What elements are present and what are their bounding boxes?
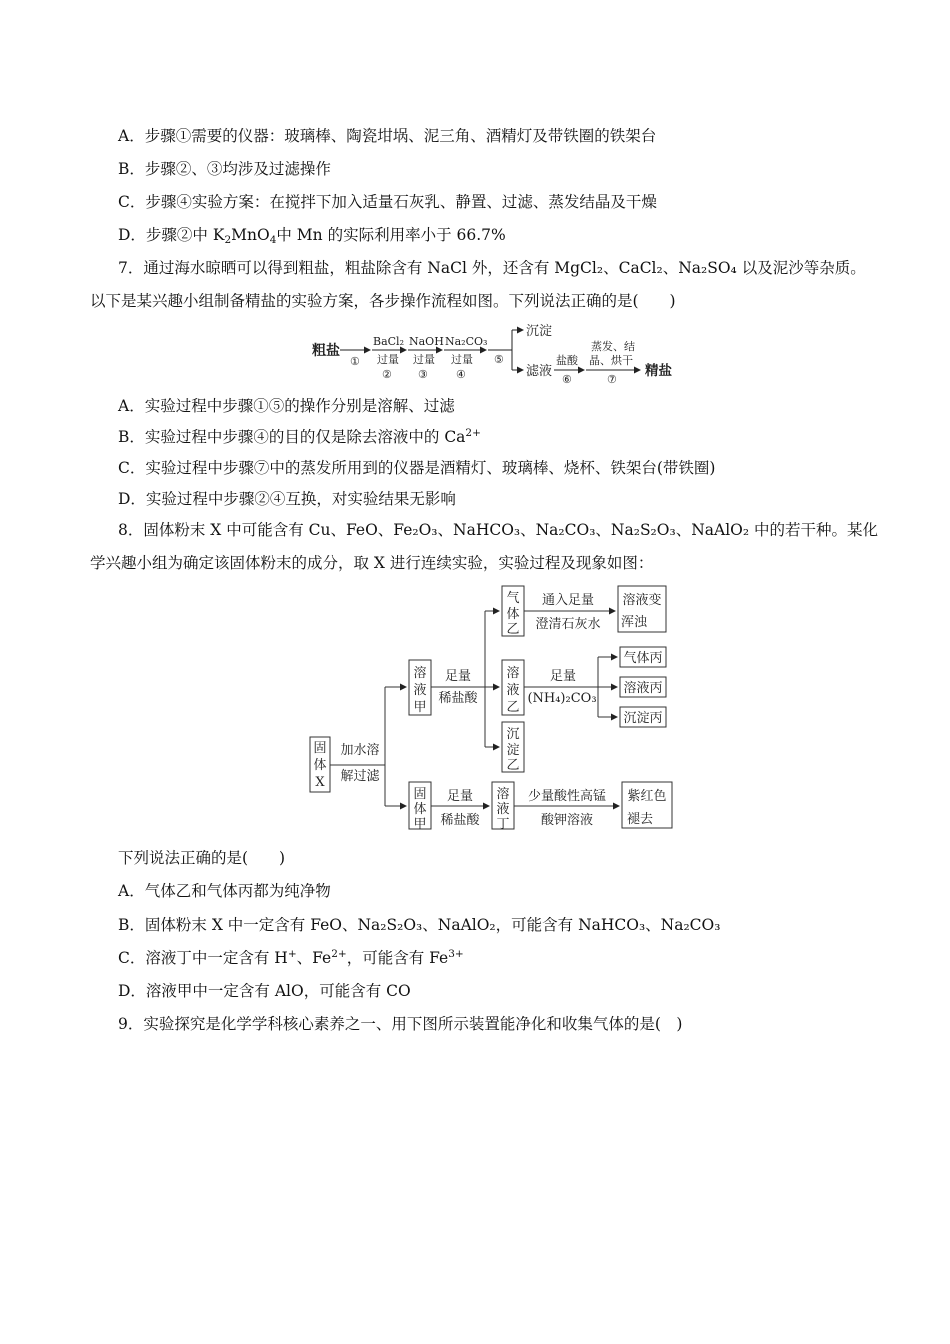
q7-stem-line1: 7．通过海水晾晒可以得到粗盐，粗盐除含有 NaCl 外，还含有 MgCl₂、CaCl₂、Na₂SO₄ 以及泥沙等杂质。: [118, 259, 866, 277]
nh4-line1: 足量: [549, 669, 577, 684]
gas-b-char3: 乙: [506, 622, 520, 637]
lime-line2: 澄清石灰水: [535, 617, 601, 632]
flow7-evap-line1: 蒸发、结: [591, 340, 635, 353]
box-solution-d: [492, 782, 514, 829]
q9-stem: 9．实验探究是化学学科核心素养之一、用下图所示装置能净化和收集气体的是( ): [118, 1015, 683, 1033]
q6-option-d: [118, 224, 506, 246]
gas-c: 气体丙: [623, 651, 663, 666]
flow7-acid: 盐酸: [556, 354, 578, 367]
q7-option-a: A．实验过程中步骤①⑤的操作分别是溶解、过滤: [118, 397, 455, 415]
flow7-evap-line2: 晶、烘干: [589, 354, 633, 367]
q8-option-c-text: C．溶液丁中一定含有 H: [118, 949, 288, 967]
superscript: +: [287, 948, 297, 960]
lime-line1: 通入足量: [541, 593, 595, 608]
hcl-a-line1: 足量: [444, 669, 472, 684]
q7-option-d: D．实验过程中步骤②④互换，对实验结果无影响: [118, 490, 456, 508]
flow7-step3: ③: [418, 368, 428, 381]
q8-option-b: B．固体粉末 X 中一定含有 FeO、Na₂S₂O₃、NaAlO₂，可能含有 NaHCO₃、Na₂CO₃: [118, 916, 721, 934]
q6-option-d-text: MnO: [231, 226, 270, 244]
solid-x-char2: 体: [313, 758, 327, 773]
solid-x-char3: X: [315, 775, 325, 790]
flow7-product: 精盐: [645, 363, 672, 379]
box-solid-a: [409, 782, 431, 829]
q6-option-d-text: D．步骤②中 K: [118, 226, 225, 244]
q7-option-b-text: B．实验过程中步骤④的目的仅是除去溶液中的 Ca: [118, 428, 466, 446]
hcl-b-line2: 稀盐酸: [440, 813, 480, 828]
solution-a-char1: 溶: [413, 666, 427, 681]
q6-option-c: C．步骤④实验方案：在搅拌下加入适量石灰乳、静置、过滤、蒸发结晶及干燥: [118, 193, 657, 211]
turbid-line1: 溶液变: [622, 593, 662, 608]
q8-stem-line1: 8．固体粉末 X 中可能含有 Cu、FeO、Fe₂O₃、NaHCO₃、Na₂CO₃、Na₂S₂O₃、NaAlO₂ 中的若干种。某化: [118, 521, 878, 539]
box-turbid: [618, 586, 666, 632]
q6-option-b: B．步骤②、③均涉及过滤操作: [118, 160, 331, 178]
q8-stem-line2: 学兴趣小组为确定该固体粉末的成分，取 X 进行连续实验，实验过程及现象如图：: [90, 554, 654, 572]
superscript: 2+: [331, 948, 347, 960]
flow7-reagent-naoh: NaOH: [409, 335, 444, 348]
box-solution-c: [620, 677, 666, 697]
flow7-step5: ⑤: [494, 353, 504, 366]
box-solid-x: [310, 737, 330, 792]
flow7-reagent-bacl2: BaCl₂: [373, 335, 404, 348]
flow7-step7: ⑦: [607, 373, 617, 386]
solution-d-char1: 溶: [496, 787, 510, 802]
precipitate-b-char2: 淀: [506, 743, 520, 758]
gas-b-char2: 体: [506, 607, 520, 622]
q8-option-c-text: ，可能含有 Fe: [346, 949, 449, 967]
nh4-line2: (NH₄)₂CO₃: [527, 691, 597, 706]
superscript: 3+: [448, 948, 464, 960]
q8-option-a: A．气体乙和气体丙都为纯净物: [118, 882, 331, 900]
hcl-b-line1: 足量: [446, 789, 474, 804]
kmno4-line2: 酸钾溶液: [540, 813, 594, 828]
fade-line2: 褪去: [626, 812, 654, 827]
flow7-step2: ②: [382, 368, 392, 381]
box-precipitate-c: [620, 707, 666, 727]
flow7-excess-3: 过量: [413, 353, 435, 366]
q8-option-c: [118, 947, 464, 969]
dissolve-line2: 解过滤: [340, 769, 380, 784]
q8-question: 下列说法正确的是( ): [118, 849, 286, 867]
box-solution-b: [502, 660, 524, 715]
subscript: 2: [224, 234, 232, 246]
solid-a-char2: 体: [413, 802, 427, 817]
precipitate-b-char1: 沉: [506, 727, 520, 742]
solution-d-char2: 液: [496, 802, 510, 817]
q8-option-d: D．溶液甲中一定含有 AlO，可能含有 CO: [118, 982, 411, 1000]
solid-a-char3: 甲: [413, 817, 427, 832]
gas-b-char1: 气: [506, 591, 520, 606]
flow7-precipitate: 沉淀: [526, 324, 553, 339]
solution-b-char2: 液: [506, 683, 520, 698]
box-gas-c: [620, 647, 666, 667]
kmno4-line1: 少量酸性高锰: [527, 789, 607, 804]
solution-d-char3: 丁: [496, 817, 510, 832]
flow7-step4: ④: [456, 368, 466, 381]
subscript: 4: [269, 234, 277, 246]
q6-option-d-text: 中 Mn 的实际利用率小于 66.7%: [276, 226, 506, 244]
flow7-excess-4: 过量: [451, 353, 473, 366]
q7-option-b: [118, 426, 481, 448]
solution-c: 溶液丙: [623, 681, 663, 696]
flow7-excess-2: 过量: [377, 353, 399, 366]
box-gas-b: [502, 586, 524, 636]
dissolve-line1: 加水溶: [340, 743, 380, 758]
fade-line1: 紫红色: [627, 789, 667, 804]
flow7-reagent-na2co3: Na₂CO₃: [445, 335, 488, 348]
hcl-a-line2: 稀盐酸: [438, 691, 478, 706]
solid-x-char1: 固: [313, 741, 327, 756]
solution-b-char3: 乙: [506, 700, 520, 715]
solution-a-char2: 液: [413, 683, 427, 698]
flow7-filtrate: 滤液: [526, 364, 553, 379]
box-precipitate-b: [502, 722, 524, 772]
flow7-start: 粗盐: [312, 343, 340, 359]
superscript: 2+: [465, 427, 481, 439]
q7-option-c: C．实验过程中步骤⑦中的蒸发所用到的仪器是酒精灯、玻璃棒、烧杯、铁架台(带铁圈): [118, 459, 716, 477]
q8-option-c-text: 、Fe: [296, 949, 332, 967]
solution-b-char1: 溶: [506, 666, 520, 681]
turbid-line2: 浑浊: [620, 615, 648, 630]
box-fade: [622, 782, 672, 828]
precipitate-c: 沉淀丙: [623, 711, 663, 726]
flow7-step6: ⑥: [562, 373, 572, 386]
q7-stem-line2: 以下是某兴趣小组制备精盐的实验方案，各步操作流程如图。下列说法正确的是( ): [90, 292, 676, 310]
box-solution-a: [409, 660, 431, 715]
flow7-step1: ①: [350, 355, 360, 368]
q6-option-a: A．步骤①需要的仪器：玻璃棒、陶瓷坩埚、泥三角、酒精灯及带铁圈的铁架台: [118, 127, 657, 145]
precipitate-b-char3: 乙: [506, 758, 520, 773]
solution-a-char3: 甲: [413, 700, 427, 715]
solid-a-char1: 固: [413, 787, 427, 802]
